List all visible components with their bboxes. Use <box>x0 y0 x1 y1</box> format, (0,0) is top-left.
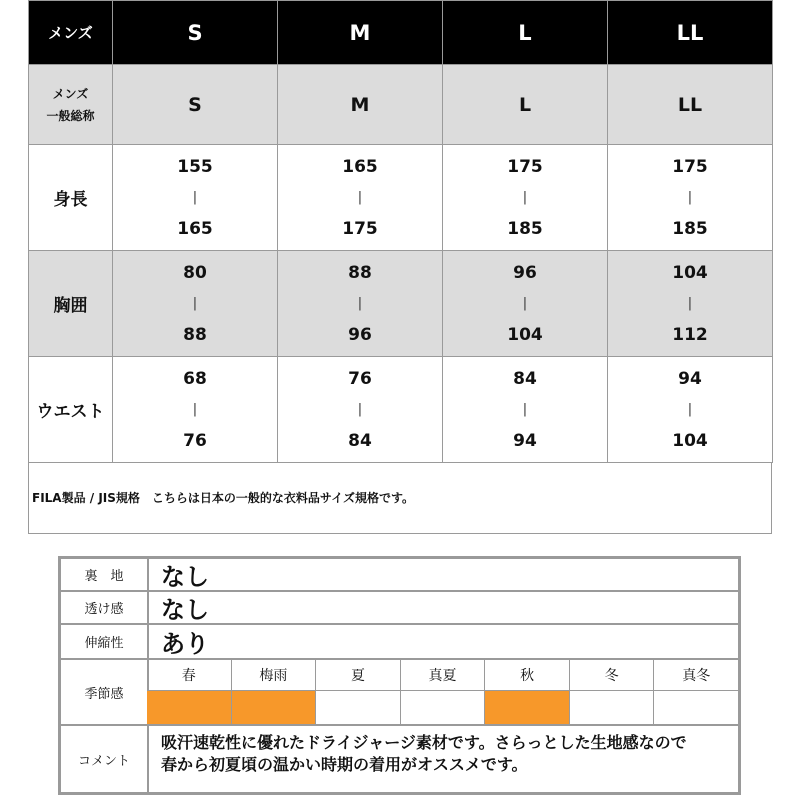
transparency-value: なし <box>161 596 209 624</box>
height-ll-sep: | <box>687 189 693 205</box>
waist-row <box>29 357 773 463</box>
height-s-sep: | <box>192 189 198 205</box>
general-size-ll: LL <box>608 65 773 145</box>
season-mark-inactive <box>654 691 738 724</box>
general-size-l: L <box>443 65 608 145</box>
waist-range-l <box>443 357 608 463</box>
chest-m-sep: | <box>357 295 363 311</box>
season-label: 季節感 <box>61 660 149 724</box>
waist-l-min: 84 <box>513 368 537 389</box>
comment-row <box>61 726 738 792</box>
chest-m-min: 88 <box>348 262 372 283</box>
lining-row <box>61 559 738 592</box>
height-label: 身長 <box>29 145 113 251</box>
season-mark-active <box>232 691 316 724</box>
stretch-value: あり <box>161 630 209 658</box>
comment-label: コメント <box>61 726 149 792</box>
lining-label: 裏 地 <box>61 559 149 590</box>
season-column <box>316 660 401 724</box>
height-l-sep: | <box>522 189 528 205</box>
stretch-row <box>61 625 738 660</box>
waist-l-sep: | <box>522 401 528 417</box>
height-range-l <box>443 145 608 251</box>
header-size-ll: LL <box>608 1 773 65</box>
chest-l-min: 96 <box>513 262 537 283</box>
height-row <box>29 145 773 251</box>
height-range-s <box>113 145 278 251</box>
chest-ll-min: 104 <box>672 262 708 283</box>
waist-l-max: 94 <box>513 430 537 451</box>
transparency-label: 透け感 <box>61 592 149 623</box>
transparency-row <box>61 592 738 625</box>
height-range-ll <box>608 145 773 251</box>
height-m-max: 175 <box>342 218 378 239</box>
chest-s-sep: | <box>192 295 198 311</box>
size-note-text: FILA製品 / JIS規格 こちらは日本の一般的な衣料品サイズ規格です。 <box>32 491 414 505</box>
general-size-m: M <box>278 65 443 145</box>
season-name: 春 <box>147 660 231 691</box>
season-column <box>654 660 738 724</box>
chest-ll-max: 112 <box>672 324 708 345</box>
general-label-line2: 一般総称 <box>46 108 95 123</box>
chest-s-min: 80 <box>183 262 207 283</box>
waist-s-sep: | <box>192 401 198 417</box>
season-name: 梅雨 <box>232 660 316 691</box>
season-name: 真夏 <box>401 660 485 691</box>
waist-s-min: 68 <box>183 368 207 389</box>
size-header-row <box>29 1 773 65</box>
chest-range-s <box>113 251 278 357</box>
season-mark-active <box>147 691 231 724</box>
season-column <box>570 660 655 724</box>
season-mark-active <box>485 691 569 724</box>
waist-label: ウエスト <box>29 357 113 463</box>
waist-ll-max: 104 <box>672 430 708 451</box>
season-column <box>232 660 317 724</box>
header-size-s: S <box>113 1 278 65</box>
size-table <box>28 0 773 463</box>
waist-range-ll <box>608 357 773 463</box>
season-mark-inactive <box>401 691 485 724</box>
season-name: 秋 <box>485 660 569 691</box>
chest-range-m <box>278 251 443 357</box>
size-note-box <box>28 462 772 534</box>
waist-m-min: 76 <box>348 368 372 389</box>
header-size-m: M <box>278 1 443 65</box>
chest-label: 胸囲 <box>29 251 113 357</box>
general-label-line1: メンズ <box>52 86 89 101</box>
season-column <box>147 660 232 724</box>
season-name: 真冬 <box>654 660 738 691</box>
header-size-l: L <box>443 1 608 65</box>
attribute-table <box>58 556 741 795</box>
comment-line2: 春から初夏頃の温かい時期の着用がオススメです。 <box>161 755 528 774</box>
waist-ll-min: 94 <box>678 368 702 389</box>
waist-range-m <box>278 357 443 463</box>
season-name: 冬 <box>570 660 654 691</box>
chest-range-ll <box>608 251 773 357</box>
season-column <box>485 660 570 724</box>
season-column <box>401 660 486 724</box>
height-m-sep: | <box>357 189 363 205</box>
height-ll-min: 175 <box>672 156 708 177</box>
season-grid <box>147 660 738 724</box>
chest-l-max: 104 <box>507 324 543 345</box>
waist-ll-sep: | <box>687 401 693 417</box>
comment-line1: 吸汗速乾性に優れたドライジャージ素材です。さらっとした生地感なので <box>161 733 687 752</box>
chest-range-l <box>443 251 608 357</box>
season-row <box>61 660 738 726</box>
chest-s-max: 88 <box>183 324 207 345</box>
waist-range-s <box>113 357 278 463</box>
chest-m-max: 96 <box>348 324 372 345</box>
waist-m-sep: | <box>357 401 363 417</box>
height-s-max: 165 <box>177 218 213 239</box>
chest-row <box>29 251 773 357</box>
chest-ll-sep: | <box>687 295 693 311</box>
general-label <box>29 65 113 145</box>
stretch-label: 伸縮性 <box>61 625 149 658</box>
chest-l-sep: | <box>522 295 528 311</box>
height-m-min: 165 <box>342 156 378 177</box>
season-mark-inactive <box>570 691 654 724</box>
height-l-min: 175 <box>507 156 543 177</box>
season-mark-inactive <box>316 691 400 724</box>
height-range-m <box>278 145 443 251</box>
general-size-row <box>29 65 773 145</box>
general-size-s: S <box>113 65 278 145</box>
comment-text <box>161 732 728 776</box>
season-name: 夏 <box>316 660 400 691</box>
lining-value: なし <box>161 563 209 591</box>
waist-s-max: 76 <box>183 430 207 451</box>
waist-m-max: 84 <box>348 430 372 451</box>
height-l-max: 185 <box>507 218 543 239</box>
height-s-min: 155 <box>177 156 213 177</box>
header-label: メンズ <box>29 1 113 65</box>
height-ll-max: 185 <box>672 218 708 239</box>
